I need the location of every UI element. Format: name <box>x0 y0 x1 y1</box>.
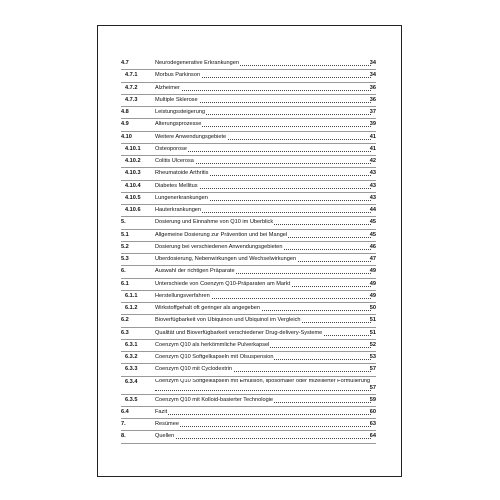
toc-entry[interactable] <box>98 267 401 279</box>
toc-entry-title <box>155 409 373 415</box>
toc-row-divider <box>121 339 376 340</box>
toc-entry-number: 4.7.1 <box>125 72 138 79</box>
toc-entry-page-number: 50 <box>369 305 376 311</box>
toc-entry-page-number: 36 <box>369 96 376 103</box>
toc-entry-page-number: 46 <box>369 243 376 250</box>
toc-entry[interactable] <box>98 420 401 432</box>
toc-entry-title <box>155 366 373 372</box>
toc-entry-page-number: 49 <box>369 280 376 287</box>
toc-entry-title-text: Rheumatoide Arthritis <box>155 170 209 177</box>
toc-row-divider <box>121 265 376 266</box>
toc-entry-title <box>155 134 373 140</box>
toc-entry-title <box>155 268 373 274</box>
toc-entry[interactable] <box>98 59 401 71</box>
toc-entry-number: 5. <box>121 219 126 226</box>
toc-entry-title <box>155 232 373 238</box>
toc-entry-number: 4.10.4 <box>125 182 141 189</box>
toc-entry-title-text: Diabetes Mellitus <box>155 182 198 189</box>
toc-entry-title-text: Coenzym Q10 Softgelkapseln mit Ölsuspension <box>155 354 274 360</box>
toc-row-divider <box>121 443 376 444</box>
toc-entry-number: 4.7.2 <box>125 84 138 91</box>
toc-entry-title <box>155 207 373 213</box>
toc-entry-page-number: 44 <box>369 207 376 213</box>
toc-entry-number: 4.10.2 <box>125 158 141 164</box>
toc-entry-title <box>155 421 373 427</box>
toc-entry-page-number: 39 <box>369 121 376 128</box>
toc-entry-title-text: Lungenerkrankungen <box>155 194 208 201</box>
toc-entry-title <box>155 379 373 385</box>
toc-entry[interactable] <box>98 329 401 341</box>
toc-entry-title-text: Weitere Anwendungsgebiete <box>155 133 227 140</box>
toc-entry-number: 4.10.5 <box>125 194 141 201</box>
toc-entry[interactable] <box>98 169 401 181</box>
toc-row-divider <box>121 69 376 70</box>
toc-entry-page-number: 63 <box>369 421 376 427</box>
toc-entry-title <box>155 330 373 336</box>
toc-row-divider <box>121 106 376 107</box>
toc-entry-page-number: 42 <box>369 158 376 164</box>
toc-entry-title-text: Colitis Ulcerosa <box>155 158 194 164</box>
toc-row-divider <box>121 204 376 205</box>
toc-entry[interactable] <box>98 292 401 304</box>
toc-entry[interactable] <box>98 194 401 206</box>
toc-entry-number: 4.10.1 <box>125 145 141 152</box>
toc-entry[interactable] <box>98 316 401 328</box>
toc-row-divider <box>121 241 376 242</box>
toc-row-divider <box>121 418 376 419</box>
toc-entry-number: 6.3.5 <box>125 396 138 403</box>
toc-entry[interactable] <box>98 365 401 377</box>
table-of-contents <box>98 59 401 445</box>
toc-entry-number: 6.1.1 <box>125 292 138 299</box>
toc-entry-page-number: 60 <box>369 408 376 415</box>
toc-row-divider <box>121 180 376 181</box>
toc-row-divider <box>121 167 376 168</box>
toc-entry-title <box>155 146 373 152</box>
toc-entry-page-number: 53 <box>369 354 376 360</box>
toc-entry-page-number: 41 <box>369 145 376 152</box>
toc-entry-title <box>155 305 373 311</box>
toc-entry-title-text: Morbus Parkinson <box>155 72 201 79</box>
toc-entry-number: 6.1.2 <box>125 305 138 311</box>
toc-row-divider <box>121 302 376 303</box>
toc-entry-number: 6.3.2 <box>125 354 138 360</box>
toc-row-divider <box>121 376 376 377</box>
toc-entry-title <box>155 342 373 348</box>
toc-entry-page-number: 57 <box>369 366 376 373</box>
toc-entry-title-text: Auswahl der richtigen Präparate <box>155 268 235 275</box>
toc-entry-number: 4.9 <box>121 121 129 128</box>
toc-entry[interactable] <box>98 353 401 365</box>
toc-row-divider <box>121 351 376 352</box>
toc-row-divider <box>121 94 376 95</box>
toc-entry-number: 6.2 <box>121 317 129 324</box>
toc-entry-title-text: Alterungsprozesse <box>155 121 202 128</box>
toc-row-divider <box>121 82 376 83</box>
toc-entry-page-number: 41 <box>369 133 376 140</box>
toc-entry-title <box>155 183 373 189</box>
toc-row-divider <box>121 278 376 279</box>
toc-entry[interactable] <box>98 157 401 169</box>
toc-entry-title <box>155 72 373 78</box>
toc-entry-number: 5.1 <box>121 231 129 238</box>
toc-entry[interactable] <box>98 133 401 145</box>
toc-entry-title-text: Neurodegenerative Erkrankungen <box>155 60 239 66</box>
toc-row-divider <box>121 406 376 407</box>
toc-entry-title <box>155 293 373 299</box>
toc-entry-number: 4.10 <box>121 133 132 140</box>
toc-entry-page-number: 43 <box>369 194 376 201</box>
toc-entry[interactable] <box>98 255 401 267</box>
toc-entry-number: 6.1 <box>121 280 129 287</box>
toc-entry-page-number: 64 <box>369 433 376 440</box>
toc-entry-number: 6.3.1 <box>125 341 138 348</box>
toc-entry[interactable] <box>98 71 401 83</box>
toc-entry-title-text: Überdosierung, Nebenwirkungen und Wechselwirkungen <box>155 256 297 262</box>
toc-entry-number: 6.3.3 <box>125 366 138 373</box>
toc-entry-title-text: Resümee <box>155 421 179 427</box>
toc-row-divider <box>121 430 376 431</box>
toc-entry[interactable] <box>98 280 401 292</box>
toc-row-divider <box>121 327 376 328</box>
toc-entry-title-text: Alzheimer <box>155 84 180 91</box>
toc-entry[interactable] <box>98 84 401 96</box>
toc-entry-title-text: Coenzym Q10 als herkömmliche Pulverkapsel <box>155 341 270 348</box>
toc-entry-title-text: Allgemeine Dosierung zur Prävention und bei Mangel <box>155 231 288 238</box>
toc-entry-page-number: 34 <box>369 72 376 79</box>
toc-entry-title <box>155 158 373 164</box>
toc-entry-title-text: Dosierung bei verschiedenen Anwendungsgebieten <box>155 243 283 250</box>
toc-entry-page-number: 51 <box>369 329 376 336</box>
toc-entry-page-number: 47 <box>369 256 376 262</box>
toc-entry-page-number: 49 <box>369 268 376 275</box>
toc-entry-title-text: Coenzym Q10 mit Kolloid-basierter Technologie <box>155 396 274 403</box>
toc-entry[interactable] <box>98 96 401 108</box>
toc-entry-number: 4.7.3 <box>125 96 138 103</box>
toc-entry-page-number: 45 <box>369 219 376 226</box>
toc-entry-title-text: Hauterkrankungen <box>155 207 202 213</box>
toc-entry-title <box>155 219 373 225</box>
toc-entry-title <box>155 85 373 91</box>
toc-row-divider <box>121 363 376 364</box>
toc-entry-title <box>155 121 373 127</box>
toc-entry-page-number: 51 <box>369 317 376 324</box>
toc-row-divider <box>121 253 376 254</box>
toc-entry-page-number: 57 <box>369 384 376 391</box>
toc-entry-page-number: 37 <box>369 109 376 115</box>
toc-entry[interactable] <box>98 396 401 408</box>
toc-entry[interactable] <box>98 304 401 316</box>
toc-entry-number: 4.10.3 <box>125 170 141 177</box>
toc-entry-title-text: Osteoporose <box>155 145 188 152</box>
toc-entry-title <box>155 433 373 439</box>
toc-dot-leader <box>155 390 371 391</box>
toc-entry[interactable] <box>98 182 401 194</box>
toc-entry-title <box>155 317 373 323</box>
toc-entry-number: 4.7 <box>121 60 129 66</box>
toc-entry-page-number: 59 <box>369 396 376 403</box>
toc-entry[interactable] <box>98 432 401 444</box>
toc-entry-title-text: Herstellungsverfahren <box>155 292 210 299</box>
toc-entry-number: 4.8 <box>121 109 129 115</box>
toc-entry-title <box>155 354 373 360</box>
toc-entry-title-text: Qualität und Bioverfügbarkeit verschiedener Drug-delivery-Systeme <box>155 329 323 336</box>
toc-entry-number: 6.3 <box>121 329 129 336</box>
toc-entry-page-number: 43 <box>369 170 376 177</box>
toc-entry-page-number: 34 <box>369 60 376 66</box>
toc-entry[interactable] <box>98 145 401 157</box>
toc-entry-title <box>155 109 373 115</box>
toc-entry[interactable] <box>98 108 401 120</box>
toc-entry-title-text: Wirkstoffgehalt oft geringer als angegeben <box>155 305 261 311</box>
toc-entry-title <box>155 170 373 176</box>
toc-entry-title <box>155 195 373 201</box>
toc-entry[interactable] <box>98 408 401 420</box>
toc-entry-page-number: 52 <box>369 341 376 348</box>
toc-entry-number: 6.4 <box>121 408 129 415</box>
toc-entry-number: 8. <box>121 433 126 440</box>
toc-entry-number: 5.2 <box>121 243 129 250</box>
toc-entry[interactable] <box>98 231 401 243</box>
toc-entry-number: 5.3 <box>121 256 129 262</box>
toc-entry-title <box>155 97 373 103</box>
toc-entry[interactable] <box>98 378 401 396</box>
toc-entry-title <box>155 256 373 262</box>
toc-row-divider <box>121 155 376 156</box>
toc-entry-title-text: Multiple Sklerose <box>155 96 198 103</box>
toc-row-divider <box>121 229 376 230</box>
toc-entry-title-text: Dosierung und Einnahme von Q10 im Überblick <box>155 219 274 226</box>
toc-row-divider <box>121 192 376 193</box>
toc-entry-title-text: Unterschiede von Coenzym Q10-Präparaten am Markt <box>155 280 291 287</box>
toc-entry[interactable] <box>98 243 401 255</box>
toc-row-divider <box>121 394 376 395</box>
toc-row-divider <box>121 290 376 291</box>
toc-entry[interactable] <box>98 341 401 353</box>
toc-row-divider <box>121 216 376 217</box>
toc-entry-number: 7. <box>121 421 126 427</box>
toc-entry-title-text: Quellen <box>155 433 175 440</box>
toc-row-divider <box>121 118 376 119</box>
toc-entry[interactable] <box>98 120 401 132</box>
toc-entry-number: 4.10.6 <box>125 207 141 213</box>
toc-entry-title <box>155 244 373 250</box>
toc-entry-number: 6.3.4 <box>125 378 138 385</box>
toc-entry-title-text: Fazit <box>155 408 168 415</box>
toc-entry-title-text: Bioverfügbarkeit von Ubiquinon und Ubiquinol im Vergleich <box>155 317 301 324</box>
toc-entry-page-number: 45 <box>369 231 376 238</box>
toc-entry-title-text: Leistungssteigerung <box>155 109 206 115</box>
toc-row-divider <box>121 314 376 315</box>
toc-entry-title <box>155 281 373 287</box>
toc-entry-title <box>155 397 373 403</box>
toc-row-divider <box>121 143 376 144</box>
toc-entry-title-text: Coenzym Q10 Softgelkapseln mit Emulsion, liposomaler oder mizellierter Formulierung <box>155 378 371 384</box>
toc-entry-number: 6. <box>121 268 126 275</box>
toc-entry-title-text: Coenzym Q10 mit Cyclodextrin <box>155 366 233 373</box>
toc-entry-page-number: 49 <box>369 292 376 299</box>
toc-entry-page-number: 43 <box>369 182 376 189</box>
toc-entry[interactable] <box>98 206 401 218</box>
toc-row-divider <box>121 131 376 132</box>
toc-entry-page-number: 36 <box>369 84 376 91</box>
document-page <box>97 25 402 477</box>
toc-entry[interactable] <box>98 218 401 230</box>
toc-entry-title <box>155 60 373 66</box>
